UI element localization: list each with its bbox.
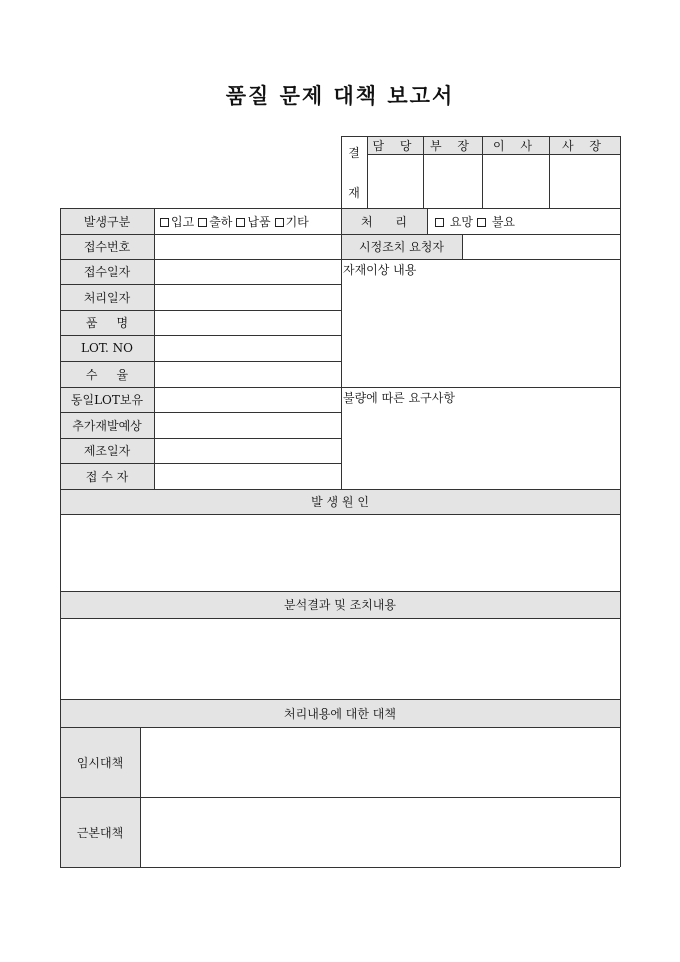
receiver-field[interactable] xyxy=(154,463,341,489)
analysis-content-field[interactable] xyxy=(60,618,620,699)
option-required[interactable]: 요망 xyxy=(435,213,473,230)
analysis-section-header: 분석결과 및 조치내용 xyxy=(284,598,396,612)
corrective-request-field[interactable] xyxy=(462,234,620,259)
approval-side-bottom: 재 xyxy=(348,185,360,200)
quantity-field[interactable] xyxy=(154,361,341,387)
receipt-date-label: 접수일자 xyxy=(83,265,131,279)
option-other[interactable]: 기타 xyxy=(275,213,309,230)
processing-options xyxy=(427,208,620,234)
approval-header-manager: 부 장 xyxy=(430,138,475,153)
extra-occurrence-field[interactable] xyxy=(154,412,341,438)
checkbox-shipping[interactable] xyxy=(198,218,207,227)
page-title: 품질 문제 대책 보고서 xyxy=(225,83,455,108)
product-name-label: 품 명 xyxy=(85,316,129,330)
quantity-label: 수 율 xyxy=(85,367,129,382)
option-incoming[interactable]: 입고 xyxy=(160,213,194,230)
approval-sign-president[interactable] xyxy=(549,154,620,208)
cause-content-field[interactable] xyxy=(60,514,620,591)
receipt-no-label: 접수번호 xyxy=(83,240,131,254)
extra-occurrence-label: 추가재발예상 xyxy=(72,418,142,433)
approval-side-top: 결 xyxy=(348,145,360,160)
approval-sign-director[interactable] xyxy=(482,154,549,208)
approval-header-director: 이 사 xyxy=(493,138,538,153)
approval-header-staff: 담 당 xyxy=(372,138,418,153)
option-shipping[interactable]: 출하 xyxy=(198,213,232,230)
checkbox-required[interactable] xyxy=(435,218,444,227)
receipt-date-field[interactable] xyxy=(154,259,341,284)
checkbox-delivery[interactable] xyxy=(236,218,245,227)
temporary-measure-field[interactable] xyxy=(140,727,620,797)
option-not-required[interactable]: 불요 xyxy=(477,213,515,230)
requirements-label: 불량에 따른 요구사항 xyxy=(343,391,455,405)
option-delivery[interactable]: 납품 xyxy=(236,213,270,230)
approval-header-president: 사 장 xyxy=(562,138,607,153)
material-defect-area[interactable] xyxy=(341,259,620,387)
lot-no-label: LOT. NO xyxy=(80,341,133,355)
material-defect-label: 자재이상 내용 xyxy=(343,263,417,277)
mfg-date-label: 제조일자 xyxy=(83,444,131,458)
receipt-no-field[interactable] xyxy=(154,234,341,259)
process-date-label: 처리일자 xyxy=(83,290,131,305)
occurrence-type-label: 발생구분 xyxy=(83,214,131,229)
fundamental-measure-field[interactable] xyxy=(140,797,620,867)
process-date-field[interactable] xyxy=(154,284,341,310)
temporary-measure-label: 임시대책 xyxy=(76,755,124,770)
fundamental-measure-label: 근본대책 xyxy=(76,825,124,840)
checkbox-not-required[interactable] xyxy=(477,218,486,227)
occurrence-type-options xyxy=(154,208,341,234)
processing-label: 처 리 xyxy=(360,214,408,229)
same-lot-field[interactable] xyxy=(154,387,341,412)
product-name-field[interactable] xyxy=(154,310,341,335)
approval-sign-manager[interactable] xyxy=(423,154,482,208)
requirements-area[interactable] xyxy=(341,387,620,489)
receiver-label: 접 수 자 xyxy=(85,469,129,484)
countermeasure-section-header: 처리내용에 대한 대책 xyxy=(284,706,396,721)
approval-sign-staff[interactable] xyxy=(367,154,423,208)
cause-section-header: 발 생 원 인 xyxy=(311,495,369,509)
checkbox-other[interactable] xyxy=(275,218,284,227)
same-lot-label: 동일LOT보유 xyxy=(70,393,144,407)
mfg-date-field[interactable] xyxy=(154,438,341,463)
checkbox-incoming[interactable] xyxy=(160,218,169,227)
lot-no-field[interactable] xyxy=(154,335,341,361)
corrective-request-label: 시정조치 요청자 xyxy=(359,240,444,254)
